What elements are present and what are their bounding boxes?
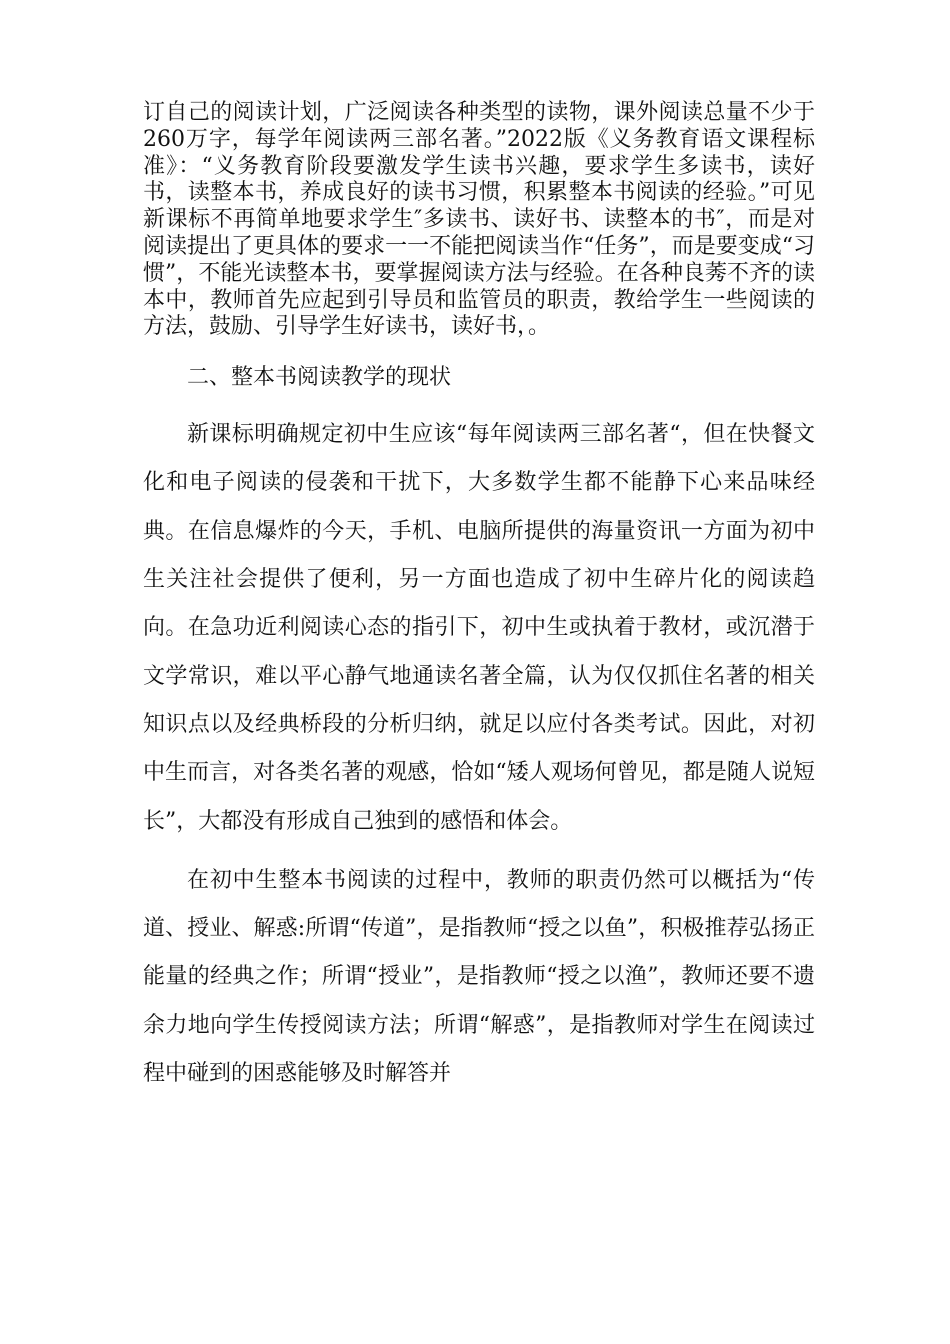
body-paragraph-1: 新课标明确规定初中生应该“每年阅读两三部名著“，但在快餐文化和电子阅读的侵袭和干扰下，大多数学生都不能静下心来品味经典。在信息爆炸的今天，手机、电脑所提供的海量资讯一方面为初中生关注社会提供了便利，另一方面也造成了初中生碎片化的阅读趋向。在急功近利阅读心态的指引下，初中生或执着于教材，或沉潜于文学常识，难以平心静气地通读名著全篇，认为仅仅抓住名著的相关知识点以及经典桥段的分析归纳，就足以应付各类考试。因此，对初中生而言，对各类名著的观感，恰如“矮人观场何曾见，都是随人说短长”，大都没有形成自己独到的感悟和体会。 [143, 422, 815, 834]
section-heading: 二、整本书阅读教学的现状 [187, 365, 452, 391]
document-page [143, 100, 815, 1098]
continued-paragraph: 订自己的阅读计划，广泛阅读各种类型的读物，课外阅读总量不少于260万字，每学年阅读两三部名著。”2022版《义务教育语文课程标准》：“义务教育阶段要激发学生读书兴趣，要求学生多读书，读好书，读整本书，养成良好的读书习惯，积累整本书阅读的经验。”可见新课标不再简单地要求学生″多读书、读好书、读整本的书″，而是对阅读提出了更具体的要求一一不能把阅读当作“任务”，而是要变成“习惯”，不能光读整本书，要掌握阅读方法与经验。在各种良莠不齐的读本中，教师首先应起到引导员和监管员的职责，教给学生一些阅读的方法，鼓励、引导学生好读书，读好书，。 [143, 100, 815, 340]
body-paragraph-2: 在初中生整本书阅读的过程中，教师的职责仍然可以概括为“传道、授业、解惑:所谓“传道”，是指教师“授之以鱼”，积极推荐弘扬正能量的经典之作；所谓“授业”，是指教师“授之以渔”，教师还要不遗余力地向学生传授阅读方法；所谓“解惑”，是指教师对学生在阅读过程中碰到的困惑能够及时解答并 [143, 867, 815, 1087]
